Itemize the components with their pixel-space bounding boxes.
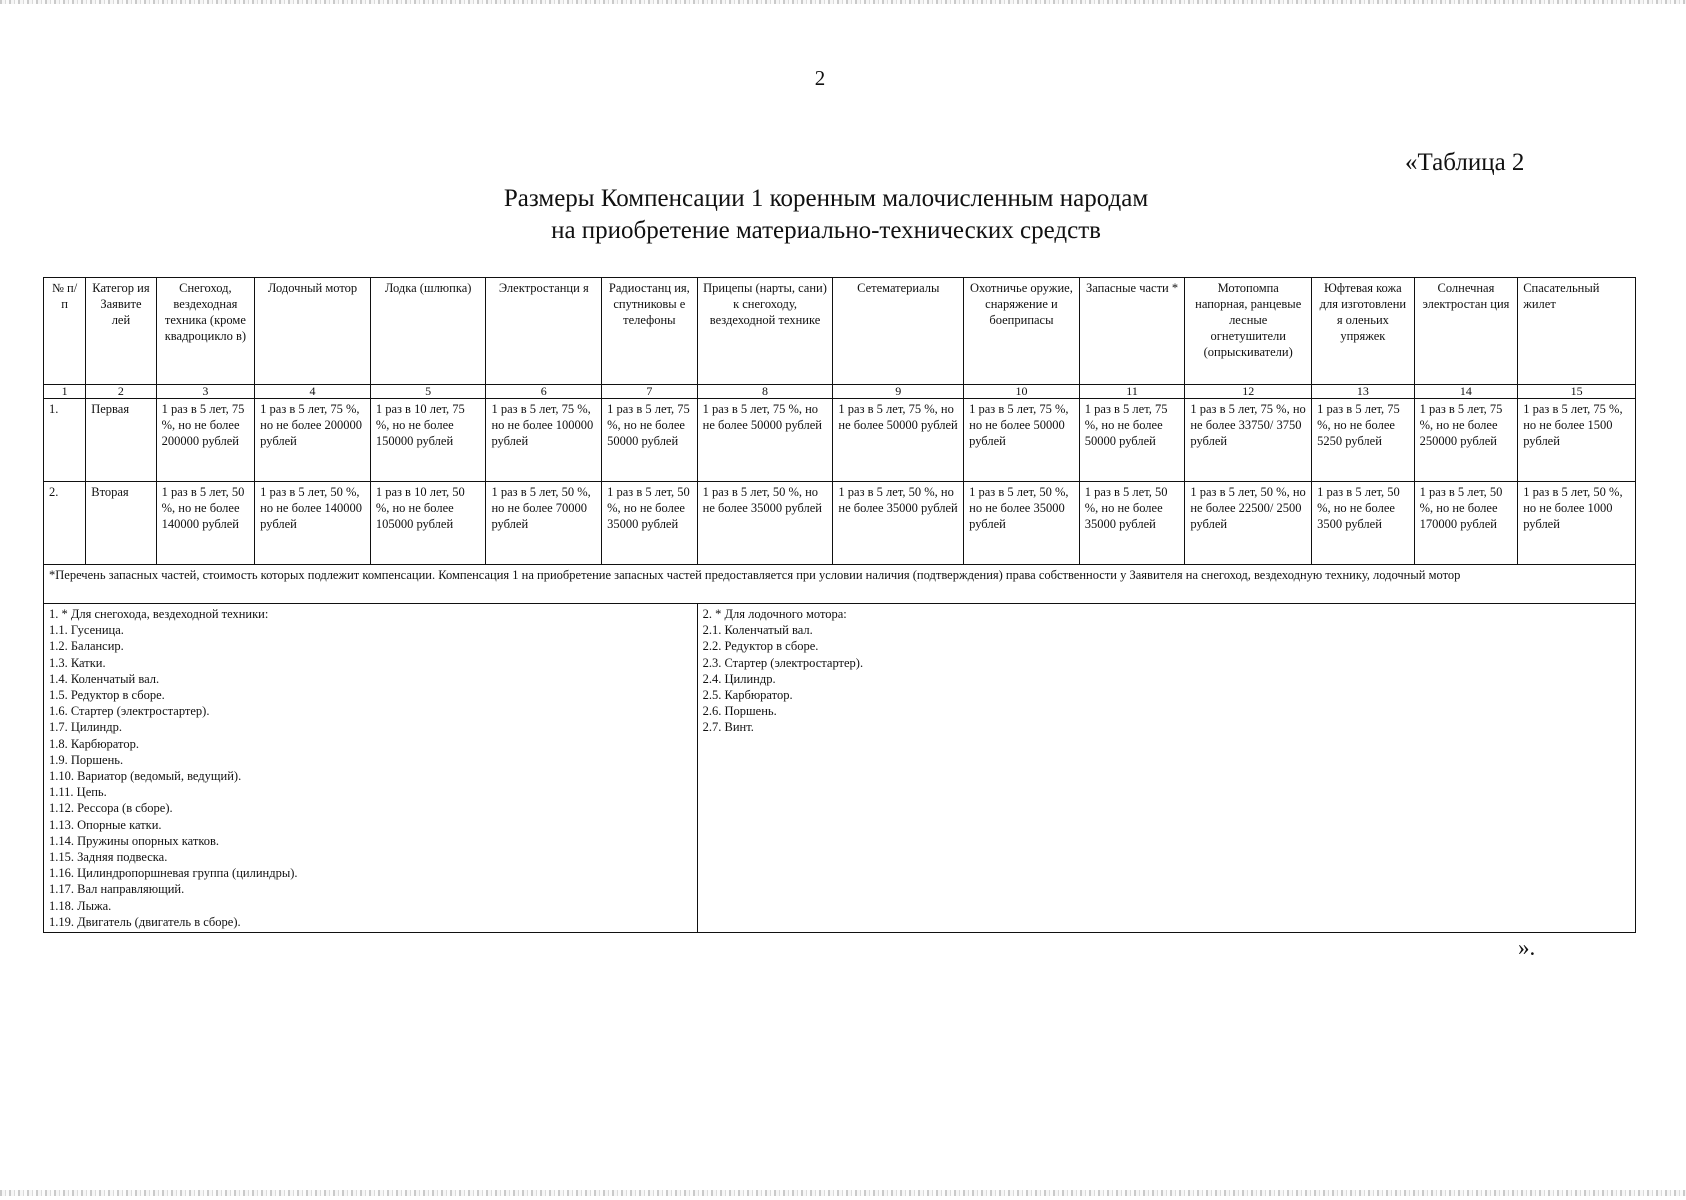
column-number-row xyxy=(44,385,1636,399)
table-cell: 1 раз в 5 лет, 75 %, но не более 50000 рублей xyxy=(697,399,833,482)
table-cell: 1 раз в 5 лет, 75 %, но не более 200000 рублей xyxy=(156,399,255,482)
parts-list-item: 1.9. Поршень. xyxy=(49,752,124,767)
row-category: Вторая xyxy=(86,482,156,565)
table-cell: 1 раз в 5 лет, 50 %, но не более 35000 рублей xyxy=(697,482,833,565)
parts-list-item: 1.5. Редуктор в сборе. xyxy=(49,688,165,703)
document-title xyxy=(0,183,1652,247)
col-header: Солнечная электростан ция xyxy=(1414,278,1518,385)
col-number: 2 xyxy=(86,385,156,399)
table-label: «Таблица 2 xyxy=(1405,149,1525,176)
row-number: 1. xyxy=(44,399,86,482)
parts-list-item: 2.1. Коленчатый вал. xyxy=(702,623,813,638)
col-number: 12 xyxy=(1185,385,1312,399)
col-header: Спасательный жилет xyxy=(1518,278,1636,385)
parts-list-item: 1.19. Двигатель (двигатель в сборе). xyxy=(49,914,241,929)
parts-list-item: 1.11. Цепь. xyxy=(49,785,107,800)
table-cell: 1 раз в 5 лет, 50 %, но не более 3500 рублей xyxy=(1312,482,1415,565)
parts-list-item: 1.17. Вал направляющий. xyxy=(49,882,185,897)
table-cell: 1 раз в 5 лет, 75 %, но не более 50000 рублей xyxy=(602,399,698,482)
col-header: Юфтевая кожа для изготовлени я оленьих упряжек xyxy=(1312,278,1415,385)
parts-list-item: 1.2. Балансир. xyxy=(49,639,124,654)
parts-list-item: 1.3. Катки. xyxy=(49,655,106,670)
page-number: 2 xyxy=(814,66,826,90)
table-cell: 1 раз в 5 лет, 75 %, но не более 5250 рублей xyxy=(1312,399,1415,482)
table-cell: 1 раз в 5 лет, 50 %, но не более 35000 рублей xyxy=(964,482,1080,565)
table-row xyxy=(44,482,1636,565)
table-cell: 1 раз в 5 лет, 50 %, но не более 140000 рублей xyxy=(255,482,371,565)
col-header: Лодка (шлюпка) xyxy=(370,278,486,385)
col-header: Категор ия Заявите лей xyxy=(86,278,156,385)
col-number: 7 xyxy=(602,385,698,399)
col-number: 8 xyxy=(697,385,833,399)
table-cell: 1 раз в 5 лет, 50 %, но не более 140000 рублей xyxy=(156,482,255,565)
col-number: 10 xyxy=(964,385,1080,399)
title-line-1: Размеры Компенсации 1 коренным малочисленным народам xyxy=(503,185,1149,212)
col-header: Электростанци я xyxy=(486,278,602,385)
row-category: Первая xyxy=(86,399,156,482)
parts-list-item: 1.1. Гусеница. xyxy=(49,623,124,638)
col-number: 15 xyxy=(1518,385,1636,399)
col-header: Снегоход, вездеходная техника (кроме квадроцикло в) xyxy=(156,278,255,385)
table-cell: 1 раз в 5 лет, 50 %, но не более 70000 рублей xyxy=(486,482,602,565)
parts-list-item: 2.5. Карбюратор. xyxy=(702,688,793,703)
boat-motor-parts-list xyxy=(697,604,1635,933)
table-cell: 1 раз в 5 лет, 75 %, но не более 33750/ 3750 рублей xyxy=(1185,399,1312,482)
scan-edge-top xyxy=(0,0,1686,4)
parts-list-item: 1.12. Рессора (в сборе). xyxy=(49,801,173,816)
closing-quote: ». xyxy=(1518,935,1536,960)
parts-list-item: 1. * Для снегохода, вездеходной техники: xyxy=(49,607,269,621)
col-number: 14 xyxy=(1414,385,1518,399)
col-header: Охотничье оружие, снаряжение и боеприпасы xyxy=(964,278,1080,385)
col-number: 3 xyxy=(156,385,255,399)
col-header: № п/п xyxy=(44,278,86,385)
parts-list-item: 2.3. Стартер (электростартер). xyxy=(702,655,864,670)
parts-list-item: 2.4. Цилиндр. xyxy=(702,671,776,686)
col-header: Мотопомпа напорная, ранцевые лесные огнетушители (опрыскиватели) xyxy=(1185,278,1312,385)
table-cell: 1 раз в 5 лет, 75 %, но не более 250000 рублей xyxy=(1414,399,1518,482)
footnote: *Перечень запасных частей, стоимость которых подлежит компенсации. Компенсация 1 на приобретение запасных частей предоставляется при условии наличия (подтверждения) права собственности у Заявителя на снегоход, вездеходную технику, лодочный мотор xyxy=(44,565,1636,604)
parts-list-item: 1.16. Цилиндропоршневая группа (цилиндры). xyxy=(49,866,298,881)
parts-list-item: 2.6. Поршень. xyxy=(702,704,777,719)
table-cell: 1 раз в 5 лет, 50 %, но не более 1000 рублей xyxy=(1518,482,1636,565)
table-cell: 1 раз в 5 лет, 50 %, но не более 35000 рублей xyxy=(1079,482,1185,565)
col-number: 13 xyxy=(1312,385,1415,399)
parts-list-item: 1.7. Цилиндр. xyxy=(49,720,122,735)
col-header: Прицепы (нарты, сани) к снегоходу, вездеходной технике xyxy=(697,278,833,385)
footnote-row xyxy=(44,565,1636,604)
col-number: 6 xyxy=(486,385,602,399)
col-number: 9 xyxy=(833,385,964,399)
parts-list-item: 1.4. Коленчатый вал. xyxy=(49,671,160,686)
parts-list-item: 2.2. Редуктор в сборе. xyxy=(702,639,819,654)
parts-list-item: 1.15. Задняя подвеска. xyxy=(49,850,168,865)
col-header: Сетематериалы xyxy=(833,278,964,385)
parts-list-item: 1.6. Стартер (электростартер). xyxy=(49,704,210,719)
table-cell: 1 раз в 5 лет, 75 %, но не более 50000 рублей xyxy=(1079,399,1185,482)
table-cell: 1 раз в 5 лет, 50 %, но не более 35000 рублей xyxy=(833,482,964,565)
parts-list-item: 1.8. Карбюратор. xyxy=(49,736,139,751)
col-header: Запасные части * xyxy=(1079,278,1185,385)
snowmobile-parts-list xyxy=(44,604,698,933)
row-number: 2. xyxy=(44,482,86,565)
compensation-table xyxy=(43,277,1636,933)
col-number: 1 xyxy=(44,385,86,399)
parts-list-item: 2. * Для лодочного мотора: xyxy=(702,607,847,621)
parts-list-item: 1.13. Опорные катки. xyxy=(49,817,162,832)
table-cell: 1 раз в 10 лет, 50 %, но не более 105000 рублей xyxy=(370,482,486,565)
parts-list-item: 2.7. Винт. xyxy=(702,720,754,735)
scan-edge-bottom xyxy=(0,1190,1686,1196)
parts-list-item: 1.14. Пружины опорных катков. xyxy=(49,833,220,848)
col-number: 4 xyxy=(255,385,371,399)
col-number: 5 xyxy=(370,385,486,399)
title-line-2: на приобретение материально-технических средств xyxy=(551,217,1101,244)
col-header: Лодочный мотор xyxy=(255,278,371,385)
table-cell: 1 раз в 5 лет, 75 %, но не более 100000 рублей xyxy=(486,399,602,482)
table-cell: 1 раз в 5 лет, 75 %, но не более 200000 рублей xyxy=(255,399,371,482)
parts-list-item: 1.10. Вариатор (ведомый, ведущий). xyxy=(49,769,242,784)
table-row xyxy=(44,399,1636,482)
header-row xyxy=(44,278,1636,385)
parts-list-item: 1.18. Лыжа. xyxy=(49,898,112,913)
table-cell: 1 раз в 5 лет, 50 %, но не более 35000 рублей xyxy=(602,482,698,565)
col-header: Радиостанц ия, спутниковы е телефоны xyxy=(602,278,698,385)
table-cell: 1 раз в 10 лет, 75 %, но не более 150000 рублей xyxy=(370,399,486,482)
table-cell: 1 раз в 5 лет, 50 %, но не более 22500/ 2500 рублей xyxy=(1185,482,1312,565)
table-cell: 1 раз в 5 лет, 75 %, но не более 50000 рублей xyxy=(964,399,1080,482)
parts-lists-row xyxy=(44,604,1636,933)
table-cell: 1 раз в 5 лет, 50 %, но не более 170000 рублей xyxy=(1414,482,1518,565)
table-cell: 1 раз в 5 лет, 75 %, но не более 50000 рублей xyxy=(833,399,964,482)
table-cell: 1 раз в 5 лет, 75 %, но не более 1500 рублей xyxy=(1518,399,1636,482)
col-number: 11 xyxy=(1079,385,1185,399)
